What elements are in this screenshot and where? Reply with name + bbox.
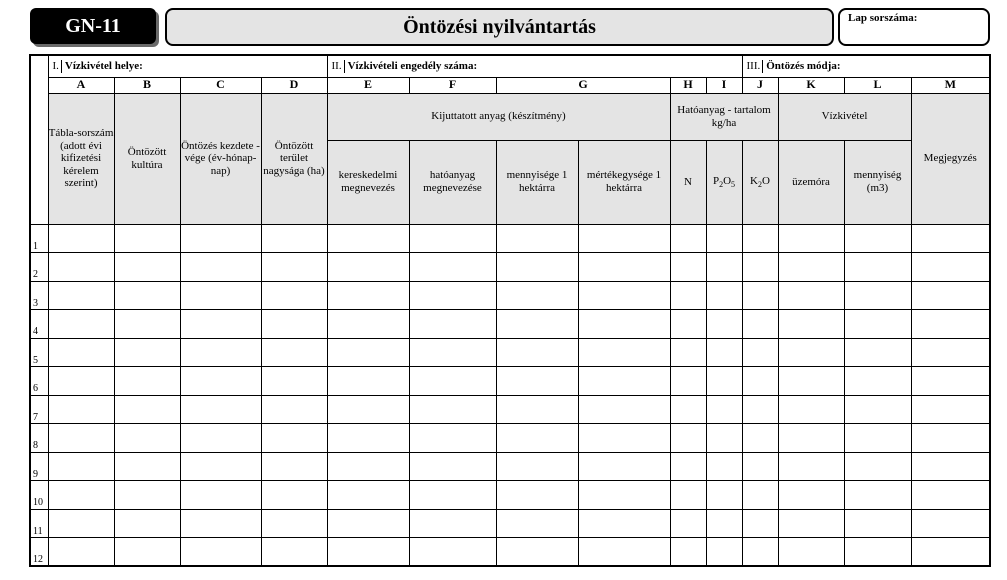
entry-cell[interactable] [409, 224, 496, 253]
entry-cell[interactable] [844, 338, 911, 367]
entry-cell[interactable] [327, 538, 409, 567]
column-letter: I [706, 77, 742, 93]
entry-cell[interactable] [327, 253, 409, 282]
entry-cell[interactable] [496, 338, 578, 367]
section-label: Öntözés módja: [766, 59, 841, 72]
entry-cell[interactable] [706, 452, 742, 481]
header-active-name: hatóanyag megnevezése [409, 140, 496, 224]
entry-cell[interactable] [911, 452, 990, 481]
entry-cell[interactable] [778, 395, 844, 424]
header-applied-material: Kijuttatott anyag (készítmény) [327, 93, 670, 140]
entry-cell[interactable] [180, 224, 261, 253]
entry-cell[interactable] [180, 281, 261, 310]
entry-cell[interactable] [578, 481, 670, 510]
entry-cell[interactable] [670, 224, 706, 253]
entry-cell[interactable] [409, 338, 496, 367]
form-code-badge [30, 8, 156, 44]
entry-cell[interactable] [778, 253, 844, 282]
table-row [30, 538, 990, 567]
entry-cell[interactable] [496, 395, 578, 424]
entry-cell[interactable] [409, 281, 496, 310]
table-row [30, 481, 990, 510]
entry-cell[interactable] [706, 538, 742, 567]
entry-cell[interactable] [48, 224, 114, 253]
entry-cell[interactable] [670, 452, 706, 481]
entry-cell[interactable] [327, 338, 409, 367]
entry-cell[interactable] [742, 509, 778, 538]
entry-cell[interactable] [844, 424, 911, 453]
entry-cell[interactable] [911, 509, 990, 538]
entry-cell[interactable] [114, 452, 180, 481]
entry-cell[interactable] [327, 481, 409, 510]
section-irrigation-method[interactable] [742, 55, 990, 77]
entry-cell[interactable] [114, 481, 180, 510]
entry-cell[interactable] [48, 367, 114, 396]
entry-cell[interactable] [911, 338, 990, 367]
entry-cell[interactable] [114, 253, 180, 282]
entry-cell[interactable] [778, 538, 844, 567]
entry-cell[interactable] [180, 509, 261, 538]
entry-cell[interactable] [180, 338, 261, 367]
entry-cell[interactable] [742, 310, 778, 339]
row-number: 4 [30, 310, 48, 339]
entry-cell[interactable] [706, 367, 742, 396]
entry-cell[interactable] [48, 509, 114, 538]
entry-cell[interactable] [706, 509, 742, 538]
table-row [30, 224, 990, 253]
entry-cell[interactable] [496, 481, 578, 510]
entry-cell[interactable] [327, 281, 409, 310]
row-number: 6 [30, 367, 48, 396]
entry-cell[interactable] [578, 538, 670, 567]
entry-cell[interactable] [706, 224, 742, 253]
entry-cell[interactable] [496, 424, 578, 453]
section-roman: II. [328, 60, 345, 73]
entry-cell[interactable] [742, 281, 778, 310]
entry-cell[interactable] [706, 310, 742, 339]
entry-cell[interactable] [48, 481, 114, 510]
entry-cell[interactable] [409, 481, 496, 510]
entry-cell[interactable] [742, 481, 778, 510]
header-unit-per-ha: mértékegysége 1 hektárra [578, 140, 670, 224]
entry-cell[interactable] [114, 538, 180, 567]
entry-cell[interactable] [578, 509, 670, 538]
table-row [30, 395, 990, 424]
row-number: 9 [30, 452, 48, 481]
entry-cell[interactable] [48, 310, 114, 339]
irrigation-record-table [29, 54, 991, 567]
entry-cell[interactable] [578, 253, 670, 282]
entry-cell[interactable] [261, 509, 327, 538]
entry-cell[interactable] [670, 509, 706, 538]
entry-cell[interactable] [578, 281, 670, 310]
entry-cell[interactable] [409, 452, 496, 481]
entry-cell[interactable] [844, 310, 911, 339]
section-label: Vízkivételi engedély száma: [347, 59, 478, 72]
entry-cell[interactable] [114, 224, 180, 253]
entry-cell[interactable] [778, 481, 844, 510]
column-letter: L [844, 77, 911, 93]
entry-cell[interactable] [496, 452, 578, 481]
table-row [30, 281, 990, 310]
entry-cell[interactable] [114, 310, 180, 339]
column-letter: D [261, 77, 327, 93]
entry-cell[interactable] [261, 538, 327, 567]
entry-cell[interactable] [670, 424, 706, 453]
header-phosphorus: $P_2O_5$ [706, 140, 742, 224]
table-row [30, 253, 990, 282]
entry-cell[interactable] [327, 452, 409, 481]
entry-cell[interactable] [114, 509, 180, 538]
entry-cell[interactable] [670, 538, 706, 567]
entry-cell[interactable] [48, 452, 114, 481]
section-water-location[interactable] [48, 55, 327, 77]
entry-cell[interactable] [409, 253, 496, 282]
entry-cell[interactable] [496, 224, 578, 253]
header-potassium: $K_2O$ [742, 140, 778, 224]
entry-cell[interactable] [114, 338, 180, 367]
column-letter: F [409, 77, 496, 93]
entry-cell[interactable] [670, 338, 706, 367]
entry-cell[interactable] [261, 452, 327, 481]
header-irrigated-area: Öntözött terület nagysága (ha) [261, 93, 327, 224]
entry-cell[interactable] [742, 538, 778, 567]
entry-cell[interactable] [261, 253, 327, 282]
table-row [30, 367, 990, 396]
entry-cell[interactable] [180, 424, 261, 453]
entry-cell[interactable] [778, 338, 844, 367]
entry-cell[interactable] [742, 452, 778, 481]
header-irrigation-period: Öntözés kezdete - vége (év-hónap-nap) [180, 93, 261, 224]
header-water-quantity: mennyiség (m3) [844, 140, 911, 224]
column-letter: B [114, 77, 180, 93]
entry-cell[interactable] [778, 310, 844, 339]
entry-cell[interactable] [261, 424, 327, 453]
table-row [30, 424, 990, 453]
entry-cell[interactable] [844, 395, 911, 424]
entry-cell[interactable] [578, 310, 670, 339]
entry-cell[interactable] [409, 509, 496, 538]
entry-cell[interactable] [670, 310, 706, 339]
entry-cell[interactable] [327, 424, 409, 453]
entry-cell[interactable] [706, 281, 742, 310]
entry-cell[interactable] [496, 509, 578, 538]
entry-cell[interactable] [778, 281, 844, 310]
column-letter-row [30, 77, 990, 93]
entry-cell[interactable] [496, 253, 578, 282]
entry-cell[interactable] [327, 395, 409, 424]
entry-cell[interactable] [844, 538, 911, 567]
entry-cell[interactable] [670, 481, 706, 510]
row-number: 11 [30, 509, 48, 538]
entry-cell[interactable] [496, 538, 578, 567]
column-letter: H [670, 77, 706, 93]
column-letter: E [327, 77, 409, 93]
entry-cell[interactable] [48, 395, 114, 424]
table-row [30, 509, 990, 538]
form-title-box [165, 8, 834, 46]
entry-cell[interactable] [327, 367, 409, 396]
header-crop: Öntözött kultúra [114, 93, 180, 224]
entry-cell[interactable] [670, 253, 706, 282]
entry-cell[interactable] [409, 367, 496, 396]
entry-cell[interactable] [911, 253, 990, 282]
data-rows [30, 224, 990, 566]
entry-cell[interactable] [180, 367, 261, 396]
table-row [30, 310, 990, 339]
section-roman: III. [743, 60, 764, 73]
entry-cell[interactable] [742, 224, 778, 253]
header-operating-hours: üzemóra [778, 140, 844, 224]
header-quantity-per-ha: mennyisége 1 hektárra [496, 140, 578, 224]
entry-cell[interactable] [180, 310, 261, 339]
entry-cell[interactable] [778, 452, 844, 481]
entry-cell[interactable] [578, 424, 670, 453]
header-nitrogen: N [670, 140, 706, 224]
form-code: GN-11 [65, 14, 121, 37]
entry-cell[interactable] [578, 224, 670, 253]
entry-cell[interactable] [327, 224, 409, 253]
row-number: 2 [30, 253, 48, 282]
section-roman: I. [49, 60, 62, 73]
header-water-withdrawal: Vízkivétel [778, 93, 911, 140]
entry-cell[interactable] [742, 253, 778, 282]
entry-cell[interactable] [911, 310, 990, 339]
column-letter: G [496, 77, 670, 93]
entry-cell[interactable] [48, 253, 114, 282]
entry-cell[interactable] [911, 481, 990, 510]
entry-cell[interactable] [844, 481, 911, 510]
entry-cell[interactable] [578, 452, 670, 481]
entry-cell[interactable] [180, 538, 261, 567]
entry-cell[interactable] [327, 509, 409, 538]
section-permit-number[interactable] [327, 55, 742, 77]
row-number: 10 [30, 481, 48, 510]
entry-cell[interactable] [180, 481, 261, 510]
entry-cell[interactable] [670, 367, 706, 396]
row-number: 1 [30, 224, 48, 253]
header-parcel-number: Tábla-sorszám (adott évi kifizetési kérelem szerint) [48, 93, 114, 224]
entry-cell[interactable] [670, 395, 706, 424]
entry-cell[interactable] [911, 224, 990, 253]
entry-cell[interactable] [844, 281, 911, 310]
entry-cell[interactable] [48, 424, 114, 453]
column-letter: J [742, 77, 778, 93]
entry-cell[interactable] [114, 395, 180, 424]
column-letter: A [48, 77, 114, 93]
sheet-number-field[interactable] [838, 8, 990, 46]
row-number: 3 [30, 281, 48, 310]
row-number: 7 [30, 395, 48, 424]
table-row [30, 452, 990, 481]
entry-cell[interactable] [844, 253, 911, 282]
entry-cell[interactable] [911, 538, 990, 567]
entry-cell[interactable] [496, 367, 578, 396]
form-title: Öntözési nyilvántartás [403, 15, 596, 38]
entry-cell[interactable] [706, 395, 742, 424]
entry-cell[interactable] [180, 253, 261, 282]
entry-cell[interactable] [911, 424, 990, 453]
entry-cell[interactable] [261, 338, 327, 367]
entry-cell[interactable] [409, 538, 496, 567]
entry-cell[interactable] [706, 253, 742, 282]
entry-cell[interactable] [261, 367, 327, 396]
column-letter: K [778, 77, 844, 93]
entry-cell[interactable] [778, 367, 844, 396]
entry-cell[interactable] [742, 338, 778, 367]
section-row [30, 55, 990, 77]
entry-cell[interactable] [261, 224, 327, 253]
entry-cell[interactable] [578, 395, 670, 424]
entry-cell[interactable] [706, 424, 742, 453]
entry-cell[interactable] [911, 395, 990, 424]
entry-cell[interactable] [911, 281, 990, 310]
row-number: 5 [30, 338, 48, 367]
entry-cell[interactable] [180, 395, 261, 424]
entry-cell[interactable] [742, 424, 778, 453]
entry-cell[interactable] [844, 224, 911, 253]
header-trade-name: kereskedelmi megnevezés [327, 140, 409, 224]
row-number: 12 [30, 538, 48, 567]
entry-cell[interactable] [496, 310, 578, 339]
header-remarks: Megjegyzés [911, 93, 990, 224]
table-row [30, 338, 990, 367]
entry-cell[interactable] [48, 338, 114, 367]
header-active-content: Hatóanyag - tartalom kg/ha [670, 93, 778, 140]
entry-cell[interactable] [844, 509, 911, 538]
entry-cell[interactable] [706, 338, 742, 367]
entry-cell[interactable] [778, 224, 844, 253]
entry-cell[interactable] [742, 395, 778, 424]
entry-cell[interactable] [778, 424, 844, 453]
entry-cell[interactable] [496, 281, 578, 310]
entry-cell[interactable] [327, 310, 409, 339]
entry-cell[interactable] [261, 395, 327, 424]
entry-cell[interactable] [409, 395, 496, 424]
entry-cell[interactable] [706, 481, 742, 510]
entry-cell[interactable] [48, 538, 114, 567]
entry-cell[interactable] [844, 367, 911, 396]
section-label: Vízkivétel helye: [64, 59, 143, 72]
column-letter: C [180, 77, 261, 93]
row-number: 8 [30, 424, 48, 453]
entry-cell[interactable] [911, 367, 990, 396]
corner-cell [30, 55, 48, 224]
entry-cell[interactable] [409, 424, 496, 453]
entry-cell[interactable] [778, 509, 844, 538]
entry-cell[interactable] [114, 424, 180, 453]
header-row-1 [30, 93, 990, 140]
entry-cell[interactable] [114, 367, 180, 396]
entry-cell[interactable] [261, 310, 327, 339]
entry-cell[interactable] [261, 281, 327, 310]
sheet-number-label: Lap sorszáma: [848, 12, 918, 24]
entry-cell[interactable] [48, 281, 114, 310]
entry-cell[interactable] [409, 310, 496, 339]
entry-cell[interactable] [114, 281, 180, 310]
entry-cell[interactable] [844, 452, 911, 481]
entry-cell[interactable] [261, 481, 327, 510]
entry-cell[interactable] [578, 338, 670, 367]
column-letter: M [911, 77, 990, 93]
entry-cell[interactable] [742, 367, 778, 396]
entry-cell[interactable] [670, 281, 706, 310]
entry-cell[interactable] [578, 367, 670, 396]
entry-cell[interactable] [180, 452, 261, 481]
